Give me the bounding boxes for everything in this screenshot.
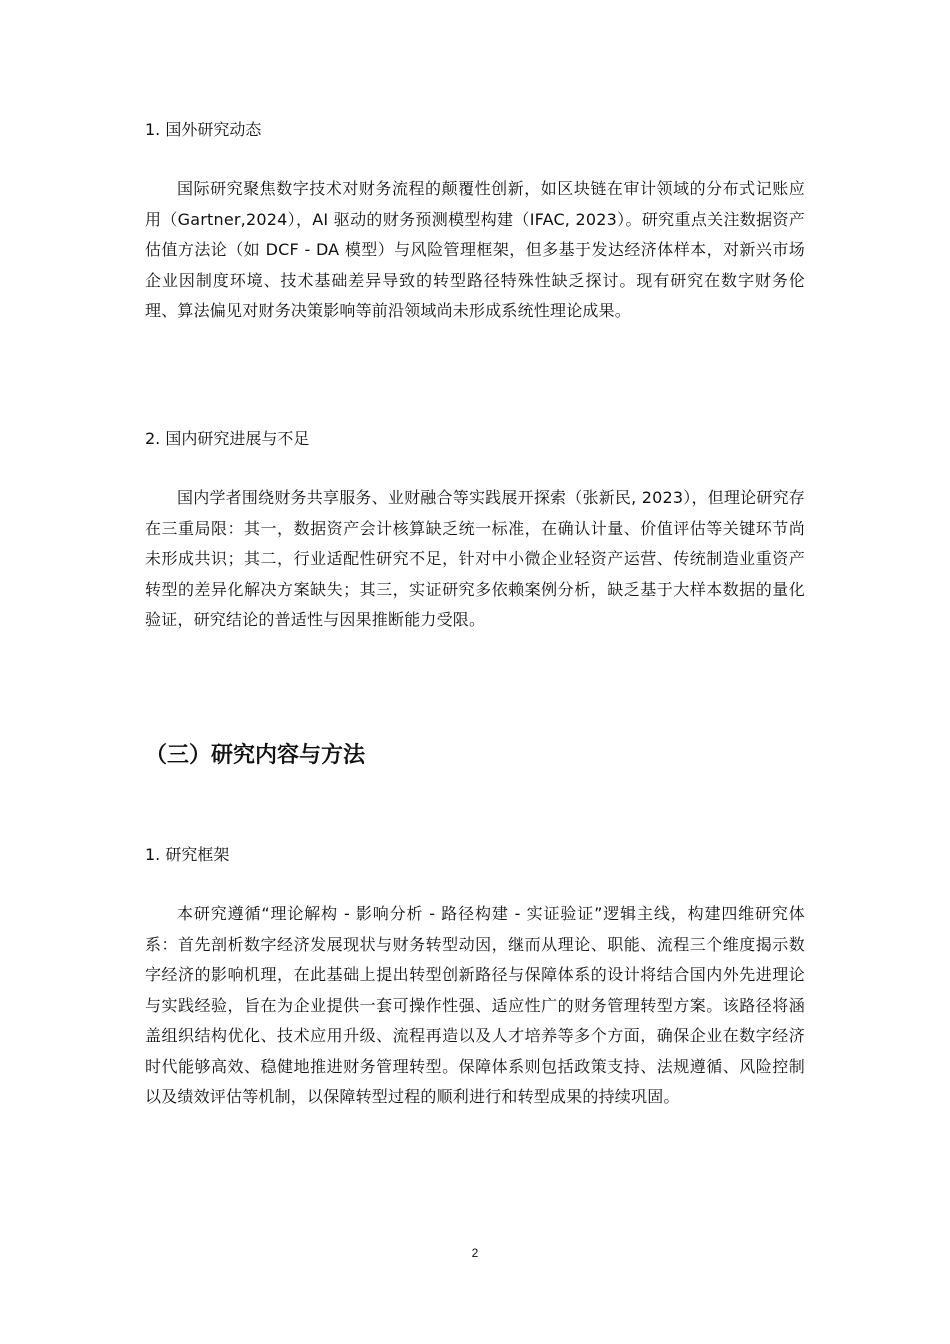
domestic-research-heading: 2. 国内研究进展与不足 — [145, 429, 310, 448]
page-number: 2 — [471, 1246, 479, 1260]
research-framework-paragraph: 本研究遵循“理论解构 - 影响分析 - 路径构建 - 实证验证”逻辑主线，构建四维研究体系：首先剖析数字经济发展现状与财务转型动因，继而从理论、职能、流程三个维度揭示数字经济的影响机理，在此基础上提出转型创新路径与保障体系的设计将结合国内外先进理论与实践经验，旨在为企业提供一套可操作性强、适应性广的财务管理转型方案。该路径将涵盖组织结构优化、技术应用升级、流程再造以及人才培养等多个方面，确保企业在数字经济时代能够高效、稳健地推进财务管理转型。保障体系则包括政策支持、法规遵循、风险控制以及绩效评估等机制，以保障转型过程的顺利进行和转型成果的持续巩固。 — [145, 904, 805, 1106]
research-framework-heading: 1. 研究框架 — [145, 845, 230, 864]
foreign-research-paragraph: 国际研究聚焦数字技术对财务流程的颠覆性创新，如区块链在审计领域的分布式记账应用（Gartner,2024），AI 驱动的财务预测模型构建（IFAC, 2023）。研究重点关注数据资产估值方法论（如 DCF - DA 模型）与风险管理框架，但多基于发达经济体样本，对新兴市场企业因制度环境、技术基础差异导致的转型路径特殊性缺乏探讨。现有研究在数字财务伦理、算法偏见对财务决策影响等前沿领域尚未形成系统性理论成果。 — [145, 179, 805, 320]
section-three-title: （三）研究内容与方法 — [145, 743, 366, 768]
domestic-research-paragraph: 国内学者围绕财务共享服务、业财融合等实践展开探索（张新民, 2023），但理论研究存在三重局限：其一，数据资产会计核算缺乏统一标准，在确认计量、价值评估等关键环节尚未形成共识；其二，行业适配性研究不足，针对中小微企业轻资产运营、传统制造业重资产转型的差异化解决方案缺失；其三，实证研究多依赖案例分析，缺乏基于大样本数据的量化验证，研究结论的普适性与因果推断能力受限。 — [145, 488, 805, 629]
foreign-research-heading: 1. 国外研究动态 — [145, 120, 262, 139]
